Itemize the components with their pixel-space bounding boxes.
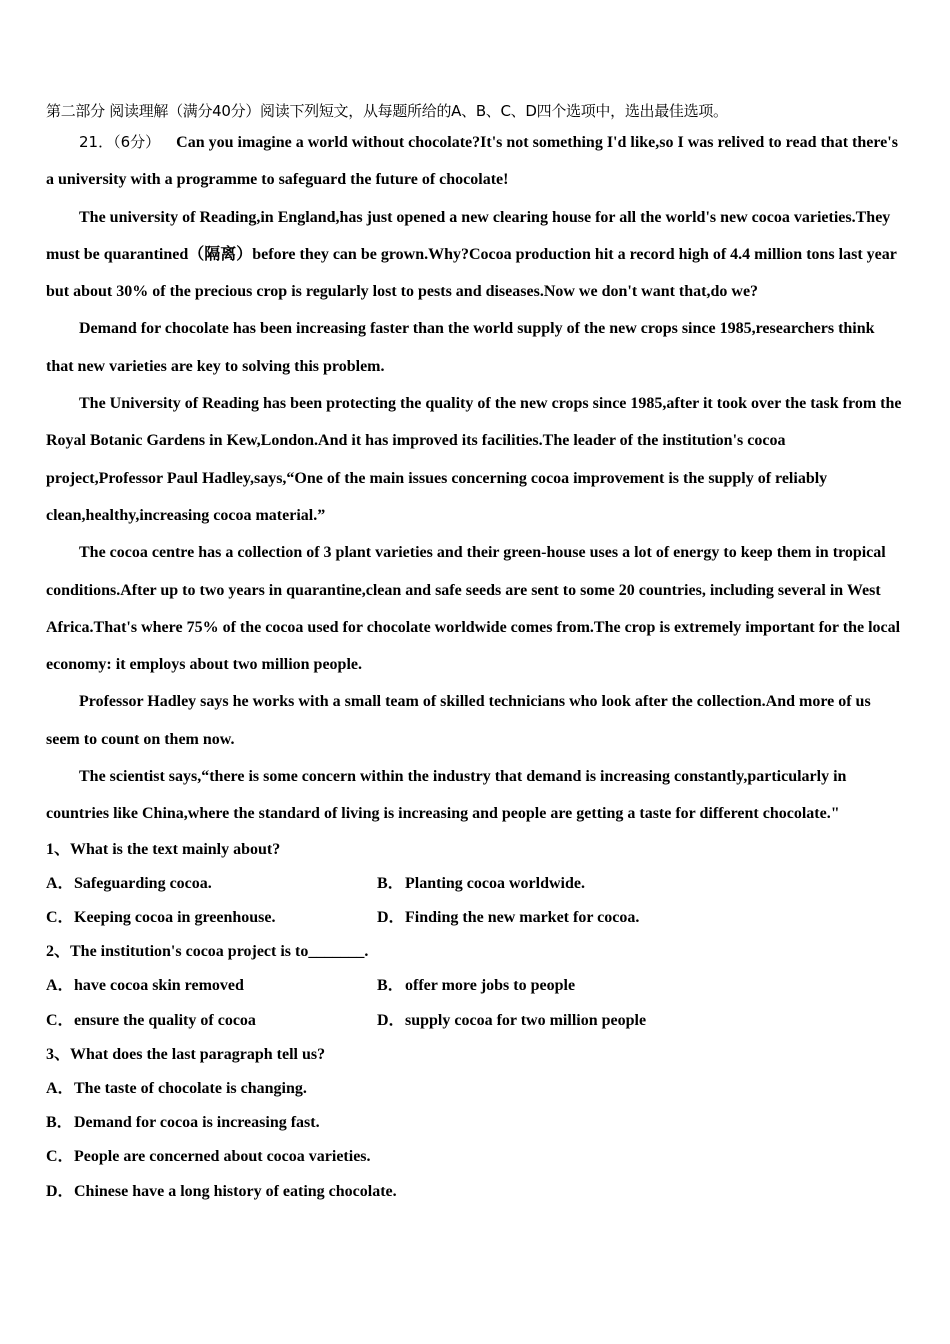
option-text: have cocoa skin removed — [74, 977, 244, 995]
question-2 — [46, 935, 904, 1038]
option-text: offer more jobs to people — [405, 977, 576, 995]
question-3 — [46, 1038, 904, 1209]
question-1 — [46, 833, 904, 936]
option-b[interactable] — [46, 1106, 904, 1140]
passage-paragraph — [46, 124, 904, 199]
option-text: People are concerned about cocoa varieties. — [74, 1148, 371, 1166]
option-row — [46, 901, 904, 935]
passage-paragraph: The cocoa centre has a collection of 3 plant varieties and their green-house uses a lot of energy to keep them in tropical conditions.After up to two years in quarantine,clean and safe seeds are sent to some 20 countries, including several in West Africa.That's where 75% of the cocoa used for chocolate worldwide comes from.The crop is extremely important for the local economy: it employs about two million people. — [46, 544, 901, 674]
option-c[interactable] — [46, 901, 377, 935]
option-letter: B． — [377, 977, 404, 995]
option-text: Finding the new market for cocoa. — [405, 909, 640, 927]
option-row — [46, 969, 904, 1003]
passage-paragraph: The University of Reading has been protecting the quality of the new crops since 1985,after it took over the task from the Royal Botanic Gardens in Kew,London.And it has improved its facilities.The leader of the institution's cocoa project,Professor Paul Hadley,says,“One of the main issues concerning cocoa improvement is the supply of reliably clean,healthy,increasing cocoa material.” — [46, 395, 902, 524]
passage-paragraph: The scientist says,“there is some concern within the industry that demand is increasing constantly,particularly in countries like China,where the standard of living is increasing and people are getting a taste for different chocolate." — [46, 768, 847, 823]
option-row — [46, 1004, 904, 1038]
passage-paragraph: Demand for chocolate has been increasing faster than the world supply of the new crops since 1985,researchers think that new varieties are key to solving this problem. — [46, 320, 875, 375]
option-b[interactable] — [377, 867, 585, 901]
passage-paragraph: The university of Reading,in England,has just opened a new clearing house for all the world's new cocoa varieties.They must be quarantined（隔离）before they can be grown.Why?Cocoa production hit a record high of 4.4 million tons last year but about 30% of the precious crop is regularly lost to pests and diseases.Now we don't want that,do we? — [46, 208, 897, 301]
option-letter: A． — [46, 874, 74, 892]
option-row — [46, 867, 904, 901]
option-a[interactable] — [46, 1072, 904, 1106]
option-c[interactable] — [46, 1140, 904, 1174]
exam-page — [46, 98, 904, 1209]
option-letter: B． — [377, 874, 404, 892]
passage-paragraph-text: Can you imagine a world without chocolate?It's not something I'd like,so I was relived to read that there's a university with a programme to safeguard the future of chocolate! — [46, 134, 898, 189]
option-c[interactable] — [46, 1004, 377, 1038]
option-letter: A． — [46, 1079, 74, 1097]
question-number-label: 21．（6分） — [79, 133, 161, 151]
option-text: Demand for cocoa is increasing fast. — [74, 1114, 320, 1132]
option-letter: B． — [46, 1114, 73, 1132]
option-text: Planting cocoa worldwide. — [405, 874, 585, 892]
option-b[interactable] — [377, 969, 575, 1003]
reading-passage — [46, 124, 904, 833]
option-letter: D． — [377, 1011, 405, 1029]
option-letter: C． — [46, 909, 74, 927]
option-d[interactable] — [377, 1004, 646, 1038]
option-letter: C． — [46, 1148, 74, 1166]
question-stem: 2、The institution's cocoa project is to_______. — [46, 943, 369, 961]
option-text: supply cocoa for two million people — [405, 1011, 647, 1029]
option-letter: D． — [46, 1182, 74, 1200]
question-stem: 1、What is the text mainly about? — [46, 840, 281, 858]
option-text: Safeguarding cocoa. — [74, 874, 212, 892]
option-text: ensure the quality of cocoa — [74, 1011, 256, 1029]
option-letter: D． — [377, 909, 405, 927]
option-d[interactable] — [377, 901, 639, 935]
option-text: Chinese have a long history of eating chocolate. — [74, 1182, 397, 1200]
option-letter: A． — [46, 977, 74, 995]
option-letter: C． — [46, 1011, 74, 1029]
section-header: 第二部分 阅读理解（满分40分）阅读下列短文，从每题所给的A、B、C、D四个选项中，选出最佳选项。 — [46, 102, 728, 120]
option-d[interactable] — [46, 1175, 904, 1209]
option-a[interactable] — [46, 969, 377, 1003]
option-a[interactable] — [46, 867, 377, 901]
option-text: Keeping cocoa in greenhouse. — [74, 909, 276, 927]
question-stem: 3、What does the last paragraph tell us? — [46, 1045, 326, 1063]
option-text: The taste of chocolate is changing. — [74, 1079, 307, 1097]
passage-paragraph: Professor Hadley says he works with a small team of skilled technicians who look after the collection.And more of us seem to count on them now. — [46, 693, 871, 748]
